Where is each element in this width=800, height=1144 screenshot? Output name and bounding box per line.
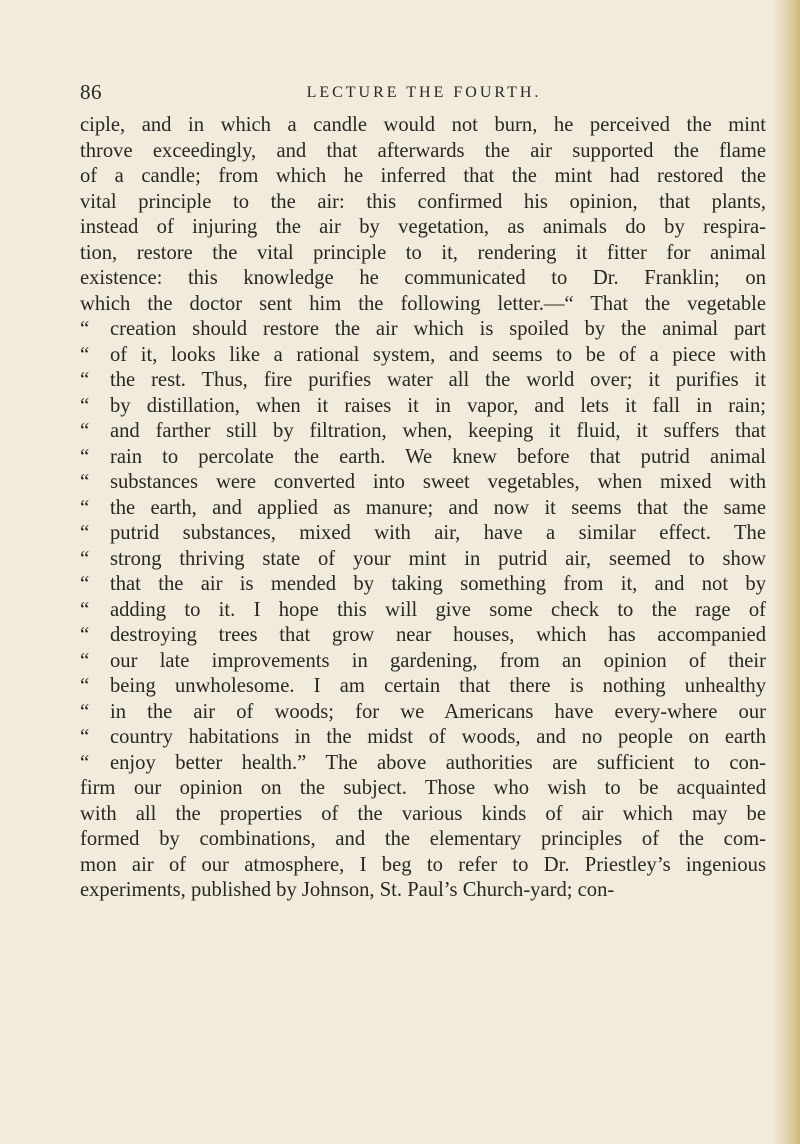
- text-line: [80, 113, 766, 139]
- line-text: firm our opinion on the subject. Those who wish to be acquainted: [80, 777, 766, 799]
- page-header: [80, 78, 768, 112]
- quote-mark: “: [80, 369, 90, 391]
- line-text: formed by combinations, and the elementary principles of the com-: [80, 828, 766, 850]
- quote-mark: “: [80, 675, 90, 697]
- text-line: [80, 598, 766, 624]
- text-line: [80, 853, 766, 879]
- quote-mark: “: [80, 573, 90, 595]
- line-text: rain to percolate the earth. We knew before that putrid animal: [110, 445, 766, 468]
- line-text: enjoy better health.” The above authorities are sufficient to con-: [110, 751, 766, 774]
- text-line: [80, 419, 766, 445]
- line-text: our late improvements in gardening, from an opinion of their: [110, 649, 766, 672]
- quote-mark: “: [80, 471, 90, 493]
- text-line: [80, 827, 766, 853]
- quote-mark: “: [80, 420, 90, 442]
- line-text: vital principle to the air: this confirmed his opinion, that plants,: [80, 190, 766, 213]
- line-text: and farther still by filtration, when, keeping it fluid, it suffers that: [110, 420, 766, 442]
- line-text: instead of injuring the air by vegetation, as animals do by respira-: [80, 216, 766, 238]
- line-text: which the doctor sent him the following letter.—“ That the vegetable: [80, 292, 766, 315]
- text-line: [80, 164, 766, 190]
- text-line: [80, 445, 766, 471]
- quote-mark: “: [80, 522, 90, 544]
- text-line: [80, 623, 766, 649]
- quote-mark: “: [80, 624, 90, 646]
- line-text: substances were converted into sweet vegetables, when mixed with: [110, 471, 766, 493]
- text-line: [80, 521, 766, 547]
- text-line: [80, 700, 766, 726]
- line-text: destroying trees that grow near houses, which has accompanied: [110, 624, 766, 646]
- line-text: adding to it. I hope this will give some check to the rage of: [110, 598, 766, 621]
- line-text: tion, restore the vital principle to it, rendering it fitter for animal: [80, 241, 766, 264]
- text-line: [80, 725, 766, 751]
- text-line: [80, 496, 766, 522]
- text-line: [80, 241, 766, 267]
- text-line: [80, 547, 766, 573]
- line-text: of it, looks like a rational system, and seems to be of a piece with: [110, 343, 766, 366]
- page-number: 86: [80, 80, 102, 104]
- text-line: [80, 751, 766, 777]
- quote-mark: “: [80, 343, 90, 366]
- text-line: [80, 215, 766, 241]
- line-text: in the air of woods; for we Americans have every-where our: [110, 700, 766, 723]
- text-line: [80, 139, 766, 165]
- quote-mark: “: [80, 496, 90, 519]
- body-text: [80, 113, 766, 904]
- line-text: with all the properties of the various kinds of air which may be: [80, 802, 766, 825]
- line-text: experiments, published by Johnson, St. Paul’s Church-yard; con-: [80, 879, 615, 901]
- text-line: [80, 674, 766, 700]
- text-line: [80, 343, 766, 369]
- text-line: [80, 317, 766, 343]
- quote-mark: “: [80, 700, 90, 723]
- line-text: by distillation, when it raises it in vapor, and lets it fall in rain;: [110, 394, 766, 417]
- line-text: existence: this knowledge he communicated to Dr. Franklin; on: [80, 267, 766, 289]
- quote-mark: “: [80, 318, 90, 340]
- line-text: creation should restore the air which is spoiled by the animal part: [110, 318, 766, 340]
- text-line: [80, 394, 766, 420]
- text-line: [80, 776, 766, 802]
- line-text: being unwholesome. I am certain that there is nothing unhealthy: [110, 675, 766, 697]
- text-line: [80, 190, 766, 216]
- line-text: mon air of our atmosphere, I beg to refer to Dr. Priestley’s ingenious: [80, 853, 766, 876]
- quote-mark: “: [80, 598, 90, 621]
- text-line: [80, 572, 766, 598]
- quote-mark: “: [80, 445, 90, 468]
- quote-mark: “: [80, 547, 90, 570]
- text-line: [80, 649, 766, 675]
- text-line: [80, 266, 766, 292]
- page-edge-shadow: [774, 0, 800, 1144]
- text-line: [80, 470, 766, 496]
- quote-mark: “: [80, 649, 90, 672]
- quote-mark: “: [80, 394, 90, 417]
- line-text: the rest. Thus, fire purifies water all the world over; it purifies it: [110, 369, 766, 391]
- line-text: putrid substances, mixed with air, have a similar effect. The: [110, 522, 766, 544]
- line-text: throve exceedingly, and that afterwards the air supported the flame: [80, 139, 766, 162]
- text-line: [80, 368, 766, 394]
- running-head: LECTURE THE FOURTH.: [306, 84, 542, 101]
- line-text: that the air is mended by taking something from it, and not by: [110, 573, 766, 595]
- line-text: of a candle; from which he inferred that the mint had restored the: [80, 165, 766, 187]
- line-text: the earth, and applied as manure; and now it seems that the same: [110, 496, 766, 519]
- text-line: [80, 292, 766, 318]
- line-text: ciple, and in which a candle would not burn, he perceived the mint: [80, 114, 766, 136]
- quote-mark: “: [80, 726, 90, 748]
- line-text: country habitations in the midst of woods, and no people on earth: [110, 726, 766, 748]
- quote-mark: “: [80, 751, 90, 774]
- line-text: strong thriving state of your mint in putrid air, seemed to show: [110, 547, 766, 570]
- text-line: [80, 802, 766, 828]
- text-line: [80, 878, 766, 904]
